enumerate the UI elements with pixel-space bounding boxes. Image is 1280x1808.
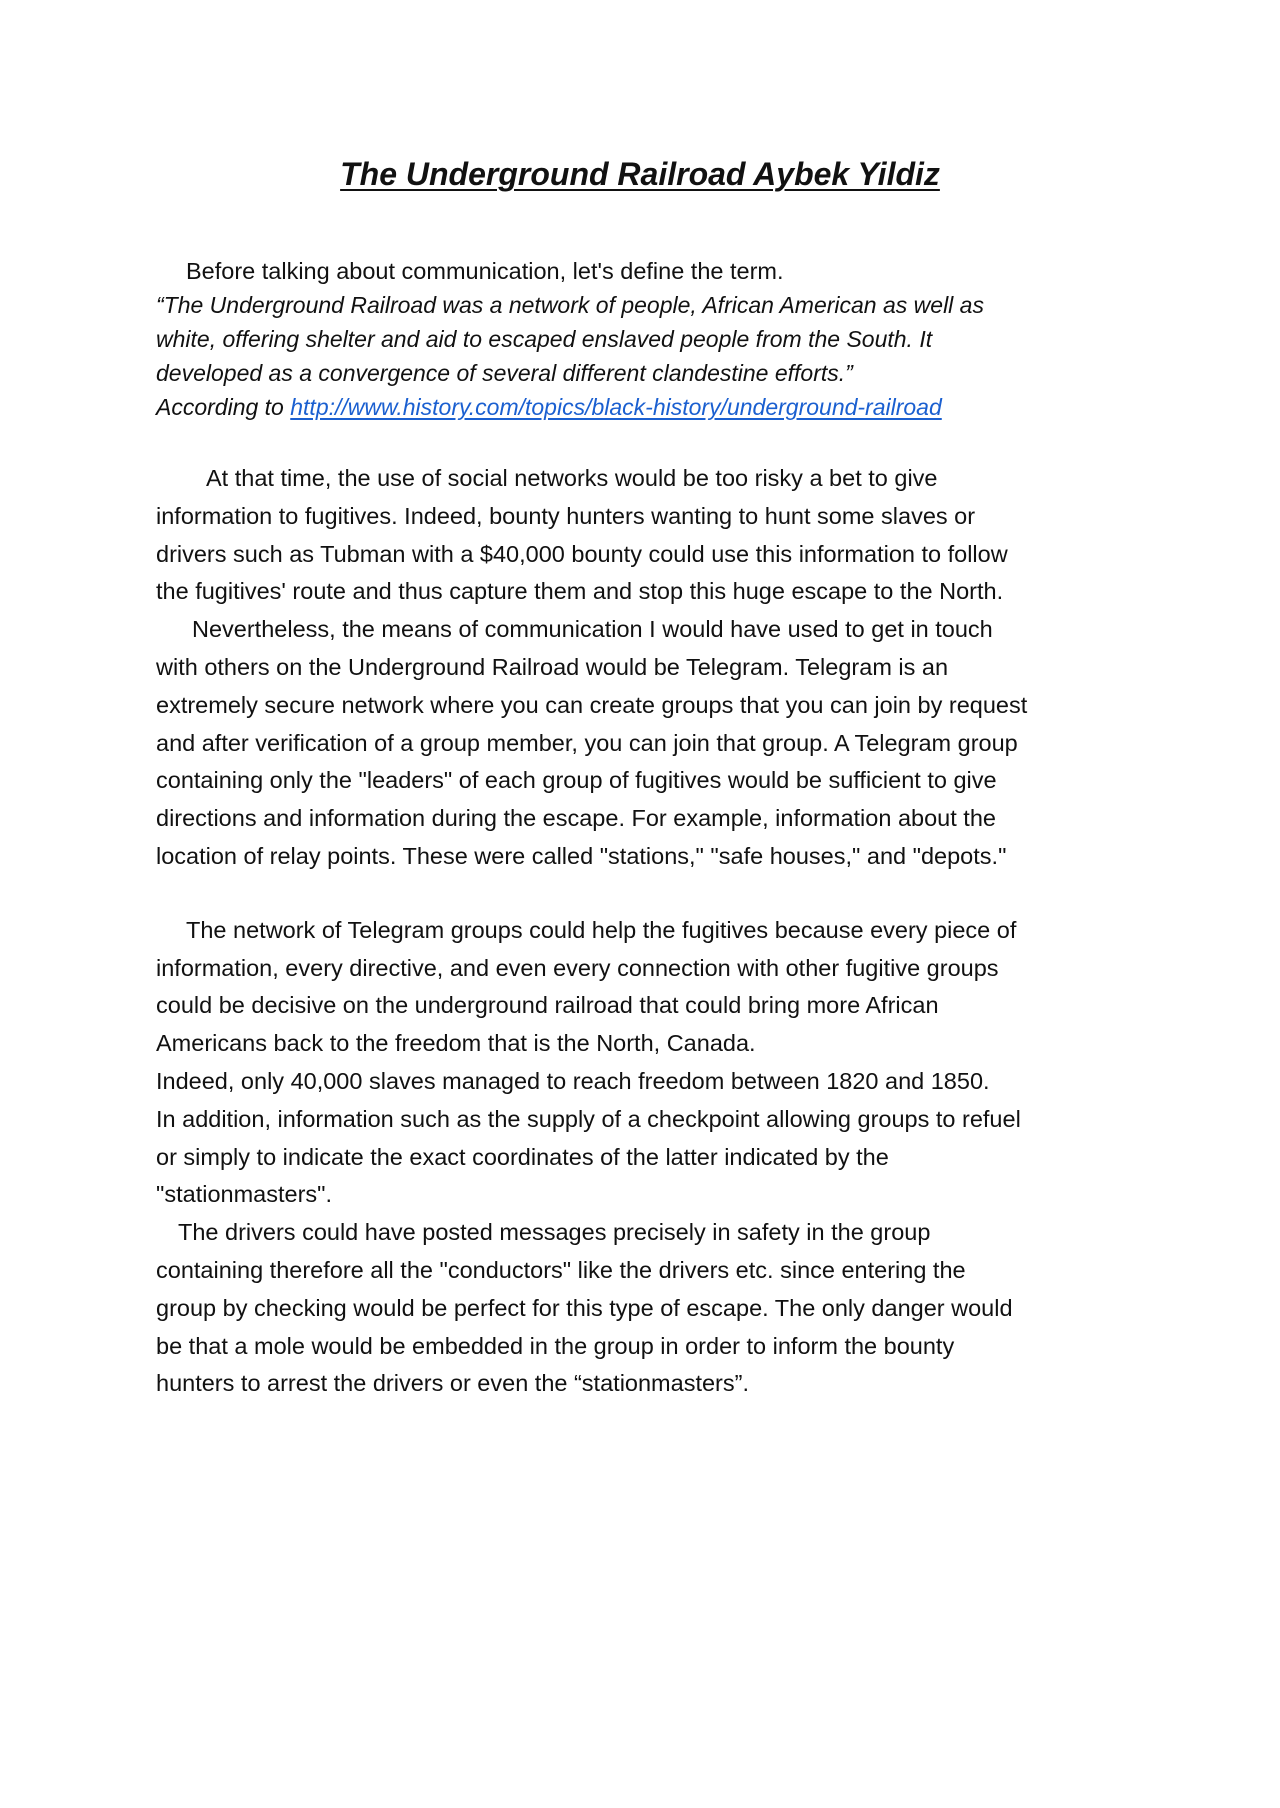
source-link[interactable]: http://www.history.com/topics/black-history/underground-railroad (290, 394, 942, 420)
paragraph-line: and after verification of a group member, you can join that group. A Telegram group (156, 729, 1018, 756)
paragraph-line: extremely secure network where you can create groups that you can join by request (156, 691, 1028, 718)
paragraph-line: containing only the "leaders" of each group of fugitives would be sufficient to give (156, 767, 997, 794)
paragraph-line: information to fugitives. Indeed, bounty hunters wanting to hunt some slaves or (156, 502, 976, 529)
paragraph-line: or simply to indicate the exact coordinates of the latter indicated by the (156, 1143, 889, 1170)
paragraph-line: drivers such as Tubman with a $40,000 bounty could use this information to follow (156, 540, 1008, 567)
paragraph-line: with others on the Underground Railroad would be Telegram. Telegram is an (156, 653, 949, 680)
quote-line: “The Underground Railroad was a network of people, African American as well as (156, 292, 984, 318)
document-body (156, 254, 1146, 1403)
paragraph-line: Indeed, only 40,000 slaves managed to reach freedom between 1820 and 1850. (156, 1067, 990, 1094)
paragraph-line: hunters to arrest the drivers or even the “stationmasters”. (156, 1370, 749, 1397)
paragraph-line: the fugitives' route and thus capture them and stop this huge escape to the North. (156, 578, 1004, 605)
document-title: The Underground Railroad Aybek Yildiz (340, 156, 940, 192)
source-line (156, 390, 1146, 424)
paragraph-line: group by checking would be perfect for this type of escape. The only danger would (156, 1294, 1013, 1321)
quote-line: developed as a convergence of several different clandestine efforts.” (156, 360, 853, 386)
paragraph-line: directions and information during the escape. For example, information about the (156, 805, 996, 832)
paragraph-line: could be decisive on the underground railroad that could bring more African (156, 992, 939, 1019)
spacer (156, 876, 1146, 912)
paragraph-line: "stationmasters". (156, 1181, 333, 1208)
quote-line: white, offering shelter and aid to escaped enslaved people from the South. It (156, 326, 933, 352)
paragraph-line: At that time, the use of social networks would be too risky a bet to give (206, 465, 938, 491)
paragraph-line: The network of Telegram groups could help the fugitives because every piece of (186, 916, 1017, 943)
paragraph-line: Nevertheless, the means of communication I would have used to get in touch (192, 616, 993, 643)
paragraph-line: information, every directive, and even every connection with other fugitive groups (156, 954, 999, 981)
source-prefix: According to (156, 394, 291, 420)
paragraph-line: In addition, information such as the supply of a checkpoint allowing groups to refuel (156, 1105, 1021, 1132)
paragraph-line: containing therefore all the "conductors" like the drivers etc. since entering the (156, 1256, 966, 1283)
paragraph-line: location of relay points. These were called "stations," "safe houses," and "depots." (156, 842, 1007, 869)
intro-line: Before talking about communication, let's define the term. (186, 258, 784, 284)
spacer (156, 424, 1146, 458)
paragraph-line: The drivers could have posted messages precisely in safety in the group (178, 1219, 931, 1246)
paragraph-line: be that a mole would be embedded in the group in order to inform the bounty (156, 1332, 955, 1359)
paragraph-line: Americans back to the freedom that is the North, Canada. (156, 1030, 756, 1057)
